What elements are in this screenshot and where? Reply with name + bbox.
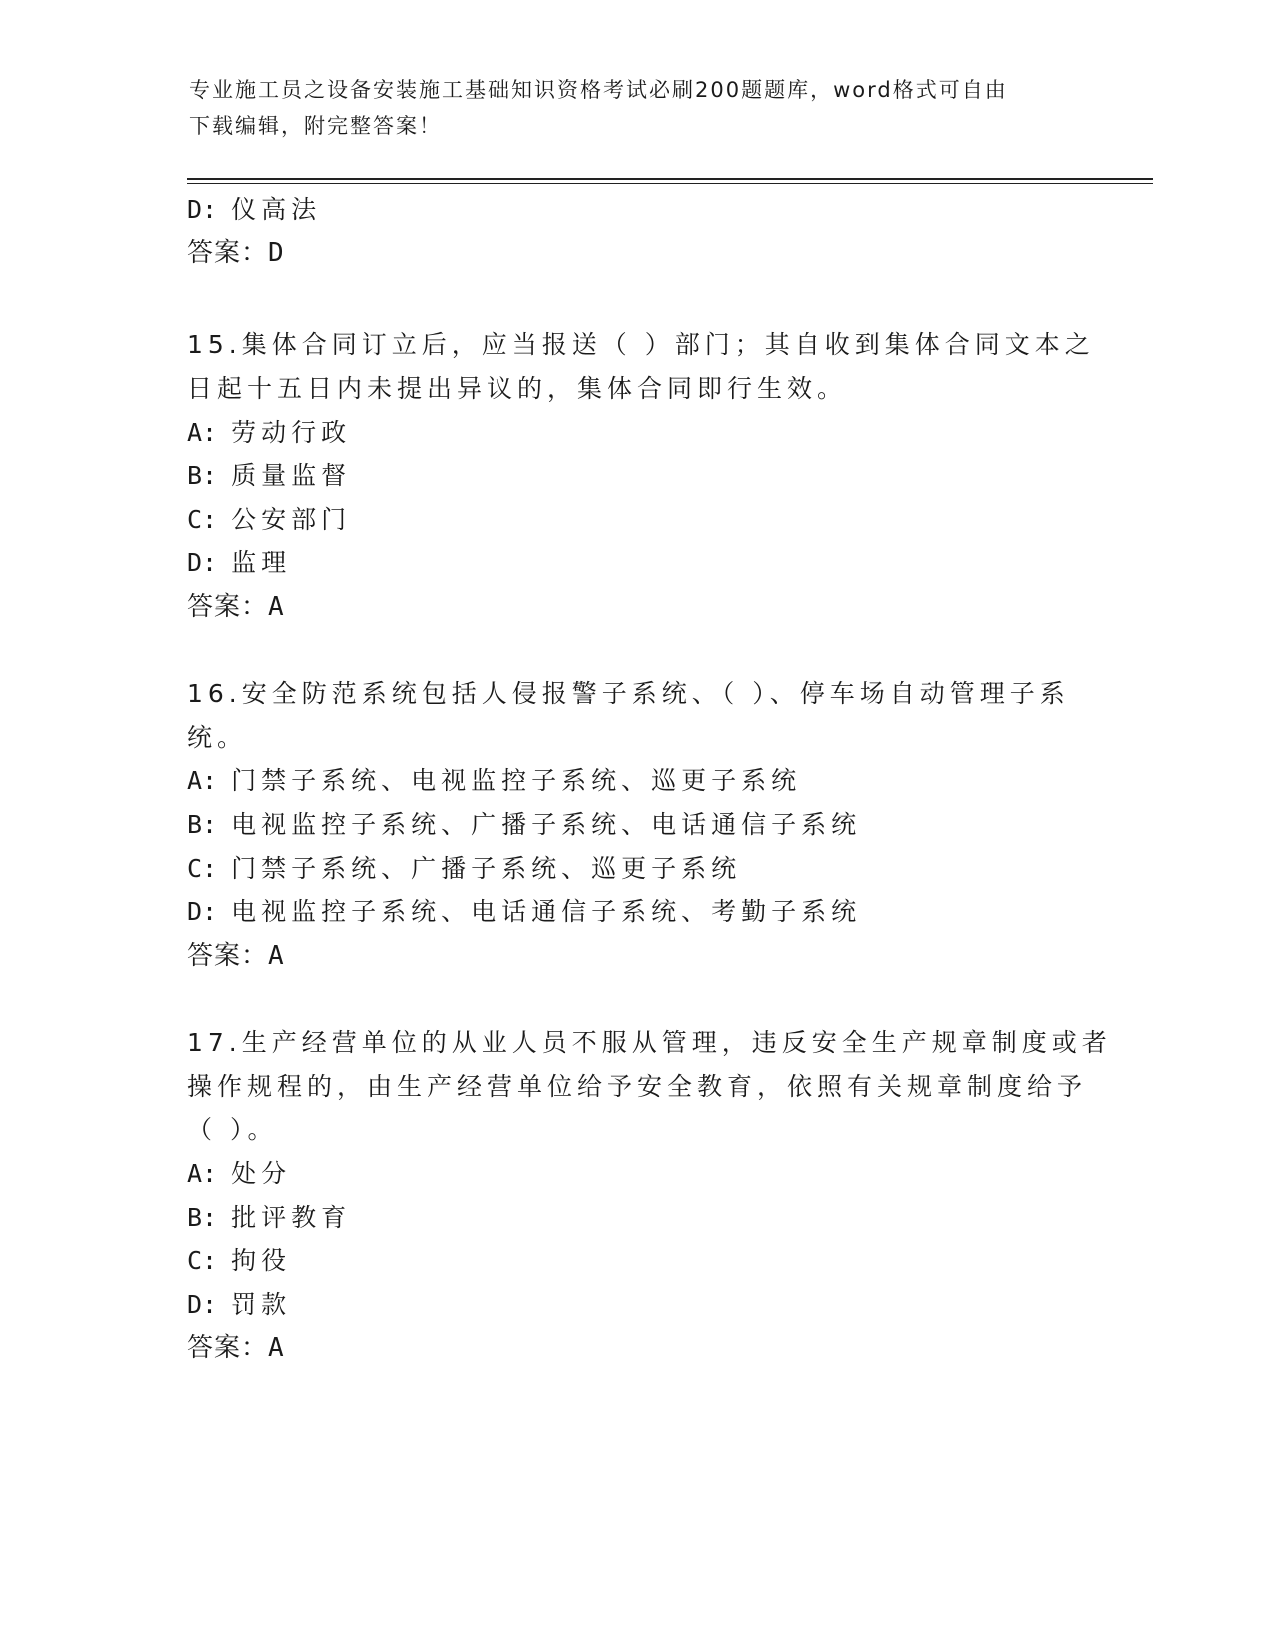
question-16-option-d — [187, 895, 861, 929]
option-label: A: — [187, 418, 218, 447]
prev-question-answer — [187, 236, 285, 270]
question-16-stem-line-2: 统。 — [187, 723, 248, 752]
document-header — [189, 72, 1089, 144]
question-16-option-b — [187, 808, 861, 842]
question-17-option-c — [187, 1244, 291, 1278]
option-text: 监理 — [231, 548, 292, 577]
answer-prefix: 答案： — [187, 1333, 269, 1363]
answer-value: D — [268, 238, 285, 268]
option-text: 处分 — [231, 1159, 292, 1188]
option-text: 劳动行政 — [231, 418, 352, 447]
option-text: 拘役 — [231, 1246, 292, 1275]
header-title-line-1: 专业施工员之设备安装施工基础知识资格考试必刷200题题库，word格式可自由 — [189, 78, 1008, 102]
option-text: 罚款 — [231, 1290, 292, 1319]
question-15-option-d — [187, 546, 291, 580]
option-label: D: — [187, 1290, 218, 1319]
option-label: C: — [187, 854, 218, 883]
question-15-option-c — [187, 503, 351, 537]
option-label: B: — [187, 1203, 218, 1232]
question-16-answer — [187, 939, 285, 973]
option-label: D: — [187, 195, 218, 224]
question-16-option-a — [187, 764, 801, 798]
option-text: 质量监督 — [231, 461, 352, 490]
option-label: A: — [187, 766, 218, 795]
option-text: 批评教育 — [231, 1203, 352, 1232]
option-label: B: — [187, 461, 218, 490]
option-text: 门禁子系统、电视监控子系统、巡更子系统 — [231, 766, 802, 795]
question-17-option-a — [187, 1157, 291, 1191]
question-17-stem-line-2: 操作规程的，由生产经营单位给予安全教育，依照有关规章制度给予 — [187, 1072, 1088, 1101]
question-16-option-c — [187, 852, 741, 886]
answer-value: A — [268, 592, 285, 622]
option-label: B: — [187, 810, 218, 839]
header-divider-thin — [187, 183, 1153, 184]
question-15-option-b — [187, 459, 351, 493]
option-label: C: — [187, 505, 218, 534]
question-15-stem-line-1: 15.集体合同订立后，应当报送（ ）部门；其自收到集体合同文本之 — [187, 330, 1095, 359]
answer-value: A — [268, 1333, 285, 1363]
answer-prefix: 答案： — [187, 941, 269, 971]
question-15-answer — [187, 590, 285, 624]
option-text: 公安部门 — [231, 505, 352, 534]
question-17-answer — [187, 1331, 285, 1365]
option-text: 电视监控子系统、电话通信子系统、考勤子系统 — [231, 897, 862, 926]
option-text: 仪高法 — [231, 195, 322, 224]
answer-prefix: 答案： — [187, 592, 269, 622]
option-label: D: — [187, 897, 218, 926]
prev-question-option-d — [187, 193, 321, 227]
header-divider-thick — [187, 178, 1153, 180]
answer-prefix: 答案： — [187, 238, 269, 268]
question-15-option-a — [187, 416, 351, 450]
header-title-line-2: 下载编辑，附完整答案！ — [189, 114, 442, 138]
option-label: A: — [187, 1159, 218, 1188]
option-label: C: — [187, 1246, 218, 1275]
option-text: 电视监控子系统、广播子系统、电话通信子系统 — [231, 810, 862, 839]
answer-value: A — [268, 941, 285, 971]
question-17-option-d — [187, 1288, 291, 1322]
question-15-stem-line-2: 日起十五日内未提出异议的，集体合同即行生效。 — [187, 374, 848, 403]
question-17-stem-line-3: （ ）。 — [187, 1115, 278, 1144]
option-label: D: — [187, 548, 218, 577]
option-text: 门禁子系统、广播子系统、巡更子系统 — [231, 854, 742, 883]
question-16-stem-line-1: 16.安全防范系统包括人侵报警子系统、（ ）、停车场自动管理子系 — [187, 679, 1070, 708]
question-17-option-b — [187, 1201, 351, 1235]
question-17-stem-line-1: 17.生产经营单位的从业人员不服从管理，违反安全生产规章制度或者 — [187, 1028, 1112, 1057]
